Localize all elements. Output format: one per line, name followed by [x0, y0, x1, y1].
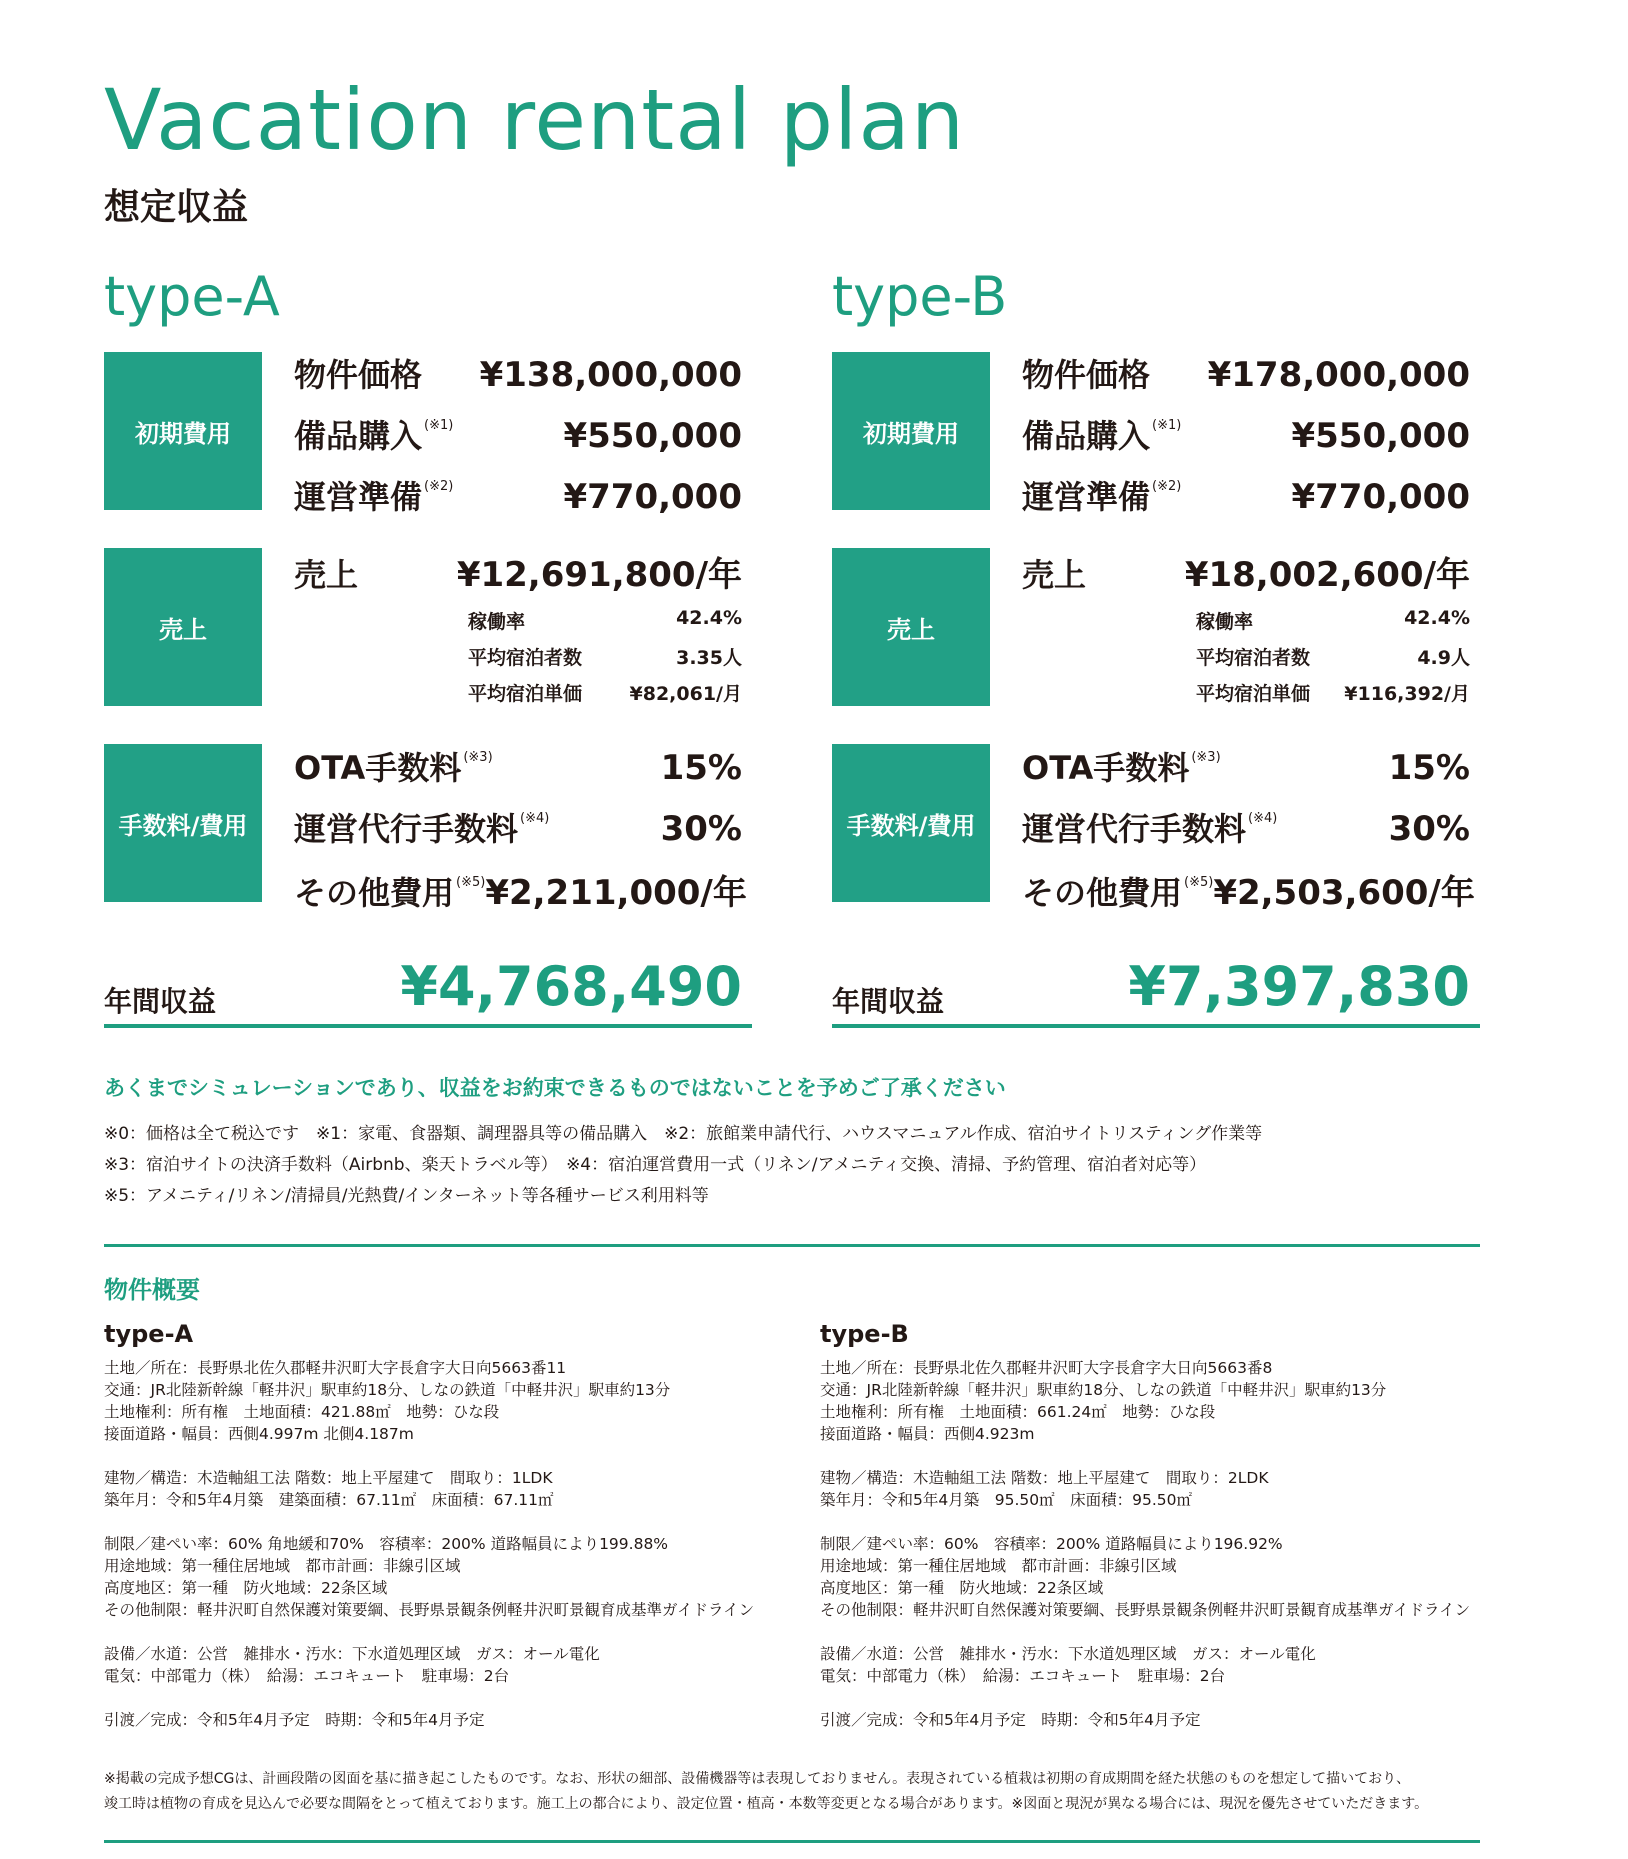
type-b-prep-row: 運営準備 $^{(※2)}$ ¥770,000 — [1022, 477, 1470, 517]
type-b-unit-price: 平均宿泊単価 ¥116,392/月 — [1196, 683, 1470, 705]
overview-line: 土地／所在：長野県北佐久郡軽井沢町大字長倉字大日向5663番8 — [820, 1359, 1273, 1377]
type-a-annual-value: ¥4,768,490 — [400, 955, 742, 1018]
note-mark: (※2) — [424, 479, 454, 494]
overview-line: その他制限：軽井沢町自然保護対策要綱、長野県景観条例軽井沢町景観育成基準ガイドライン — [820, 1601, 1471, 1619]
note-line: ※5：アメニティ/リネン/清掃員/光熱費/インターネット等各種サービス利用料等 — [104, 1186, 709, 1206]
note-mark: (※4) — [1248, 811, 1278, 826]
type-b-other-row: その他費用 $^{(※5)}$ ¥2,503,600/年 — [1022, 873, 1475, 913]
page-title: Vacation rental plan — [104, 71, 966, 169]
type-a-initial-block: 初期費用 — [104, 352, 262, 510]
note-line: ※0：価格は全て税込です ※1：家電、食器類、調理器具等の備品購入 ※2：旅館業申請代行、ハウスマニュアル作成、宿泊サイトリスティング作業等 — [104, 1124, 1263, 1144]
note-mark: (※1) — [424, 418, 454, 433]
type-a-sales-row — [294, 547, 742, 596]
overview-line: 交通：JR北陸新幹線「軽井沢」駅車約18分、しなの鉄道「中軽井沢」駅車約13分 — [820, 1381, 1387, 1399]
type-a-price-row — [294, 350, 742, 396]
type-a-agency-row: 運営代行手数料 $^{(※4)}$ 30% — [294, 809, 742, 849]
overview-line: 建物／構造：木造軸組工法 階数：地上平屋建て 間取り：2LDK — [820, 1469, 1269, 1487]
type-a-other-row: その他費用 $^{(※5)}$ ¥2,211,000/年 — [294, 873, 747, 913]
note-mark: (※3) — [1191, 750, 1221, 765]
overview-line: 用途地域：第一種住居地域 都市計画：非線引区域 — [104, 1557, 461, 1575]
equipment-value: ¥550,000 — [563, 416, 742, 456]
type-a-prep-row — [294, 472, 742, 518]
overview-line: 土地権利：所有権 土地面積：661.24㎡ 地勢：ひな段 — [820, 1403, 1216, 1421]
type-a-ota-row: OTA手数料 $^{(※3)}$ 15% — [294, 748, 742, 788]
note-mark: (※5) — [1184, 875, 1214, 890]
overview-line: 接面道路・幅員：西側4.997m 北側4.187m — [104, 1425, 414, 1443]
type-b-annual-label: 年間収益 — [832, 985, 945, 1018]
type-a-fees-block: 手数料/費用 — [104, 744, 262, 902]
page-subtitle: 想定収益 — [104, 187, 249, 228]
overview-line: その他制限：軽井沢町自然保護対策要綱、長野県景観条例軽井沢町景観育成基準ガイドライン — [104, 1601, 755, 1619]
type-a-annual-label: 年間収益 — [104, 985, 217, 1018]
type-b-guests: 平均宿泊者数 4.9人 — [1196, 647, 1470, 669]
note-mark: (※2) — [1152, 479, 1182, 494]
type-b-occupancy: 稼働率 42.4% — [1196, 607, 1470, 633]
note-line: ※3：宿泊サイトの決済手数料（Airbnb、楽天トラベル等） ※4：宿泊運営費用一式（リネン/アメニティ交換、清掃、予約管理、宿泊者対応等） — [104, 1155, 1207, 1175]
overview-line: 築年月：令和5年4月築 95.50㎡ 床面積：95.50㎡ — [820, 1491, 1192, 1509]
type-b-initial-block: 初期費用 — [832, 352, 990, 510]
overview-line: 高度地区：第一種 防火地域：22条区域 — [104, 1579, 388, 1597]
overview-type-a-label: type-A — [104, 1320, 194, 1348]
overview-line: 設備／水道：公営 雑排水・汚水：下水道処理区域 ガス：オール電化 — [104, 1645, 600, 1663]
type-a-guests: 平均宿泊者数 3.35人 — [468, 647, 742, 669]
type-b-fees-block: 手数料/費用 — [832, 744, 990, 902]
overview-line: 制限／建ぺい率：60% 角地緩和70% 容積率：200% 道路幅員により199.88% — [104, 1535, 669, 1553]
type-b-annual-rule — [832, 1024, 1480, 1028]
type-a-equipment-row — [294, 411, 742, 457]
overview-line: 設備／水道：公営 雑排水・汚水：下水道処理区域 ガス：オール電化 — [820, 1645, 1316, 1663]
note-mark: (※5) — [456, 875, 486, 890]
sales-label: 売上 — [294, 556, 359, 594]
overview-top-rule — [104, 1244, 1480, 1247]
overview-line: 交通：JR北陸新幹線「軽井沢」駅車約18分、しなの鉄道「中軽井沢」駅車約13分 — [104, 1381, 671, 1399]
prep-label: 運営準備 $^{(※2)}$ — [294, 478, 454, 516]
equipment-label: 備品購入 $^{(※1)}$ — [294, 417, 454, 455]
type-b-equipment-row: 備品購入 $^{(※1)}$ ¥550,000 — [1022, 416, 1470, 456]
type-b-annual-value: ¥7,397,830 — [1128, 955, 1470, 1018]
price-label: 物件価格 — [294, 356, 423, 394]
type-b-ota-row: OTA手数料 $^{(※3)}$ 15% — [1022, 748, 1470, 788]
type-b-agency-row: 運営代行手数料 $^{(※4)}$ 30% — [1022, 809, 1470, 849]
overview-line: 電気：中部電力（株） 給湯：エコキュート 駐車場：2台 — [104, 1667, 510, 1685]
overview-line: 土地権利：所有権 土地面積：421.88㎡ 地勢：ひな段 — [104, 1403, 500, 1421]
overview-line: 制限／建ぺい率：60% 容積率：200% 道路幅員により196.92% — [820, 1535, 1283, 1553]
overview-line: 高度地区：第一種 防火地域：22条区域 — [820, 1579, 1104, 1597]
overview-line: 引渡／完成：令和5年4月予定 時期：令和5年4月予定 — [104, 1711, 485, 1729]
prep-value: ¥770,000 — [563, 477, 742, 517]
note-mark: (※1) — [1152, 418, 1182, 433]
type-a-sales-block: 売上 — [104, 548, 262, 706]
disclaimer: あくまでシミュレーションであり、収益をお約束できるものではないことを予めご了承ください — [104, 1076, 1006, 1100]
type-a-annual-rule — [104, 1024, 752, 1028]
overview-line: 引渡／完成：令和5年4月予定 時期：令和5年4月予定 — [820, 1711, 1201, 1729]
type-b-sales-row: 売上 ¥18,002,600/年 — [1022, 555, 1470, 595]
type-b-label: type-B — [832, 265, 1008, 328]
overview-line: 電気：中部電力（株） 給湯：エコキュート 駐車場：2台 — [820, 1667, 1226, 1685]
price-value: ¥138,000,000 — [479, 355, 742, 395]
type-b-sales-block: 売上 — [832, 548, 990, 706]
overview-line: 土地／所在：長野県北佐久郡軽井沢町大字長倉字大日向5663番11 — [104, 1359, 567, 1377]
type-a-label: type-A — [104, 265, 280, 328]
footnote-line: ※掲載の完成予想CGは、計画段階の図面を基に描き起こしたものです。なお、形状の細部、設備機器等は表現しておりません。表現されている植栽は初期の育成期間を経た状態のものを想定して描いており、 — [104, 1771, 1411, 1787]
type-a-unit-price: 平均宿泊単価 ¥82,061/月 — [468, 683, 742, 705]
bottom-rule — [104, 1840, 1480, 1843]
overview-line: 接面道路・幅員：西側4.923m — [820, 1425, 1035, 1443]
note-mark: (※4) — [520, 811, 550, 826]
overview-line: 用途地域：第一種住居地域 都市計画：非線引区域 — [820, 1557, 1177, 1575]
type-a-occupancy: 稼働率 42.4% — [468, 607, 742, 633]
overview-heading: 物件概要 — [104, 1276, 200, 1304]
note-mark: (※3) — [463, 750, 493, 765]
overview-type-b-label: type-B — [820, 1320, 909, 1348]
type-b-price-row: 物件価格 ¥178,000,000 — [1022, 355, 1470, 395]
overview-line: 築年月：令和5年4月築 建築面積：67.11㎡ 床面積：67.11㎡ — [104, 1491, 554, 1509]
footnote-line: 竣工時は植物の育成を見込んで必要な間隔をとって植えております。施工上の都合により、設定位置・植高・本数等変更となる場合があります。※図面と現況が異なる場合には、現況を優先させていただきます。 — [104, 1796, 1429, 1812]
overview-line: 建物／構造：木造軸組工法 階数：地上平屋建て 間取り：1LDK — [104, 1469, 553, 1487]
sales-value: ¥12,691,800/年 — [456, 555, 742, 595]
